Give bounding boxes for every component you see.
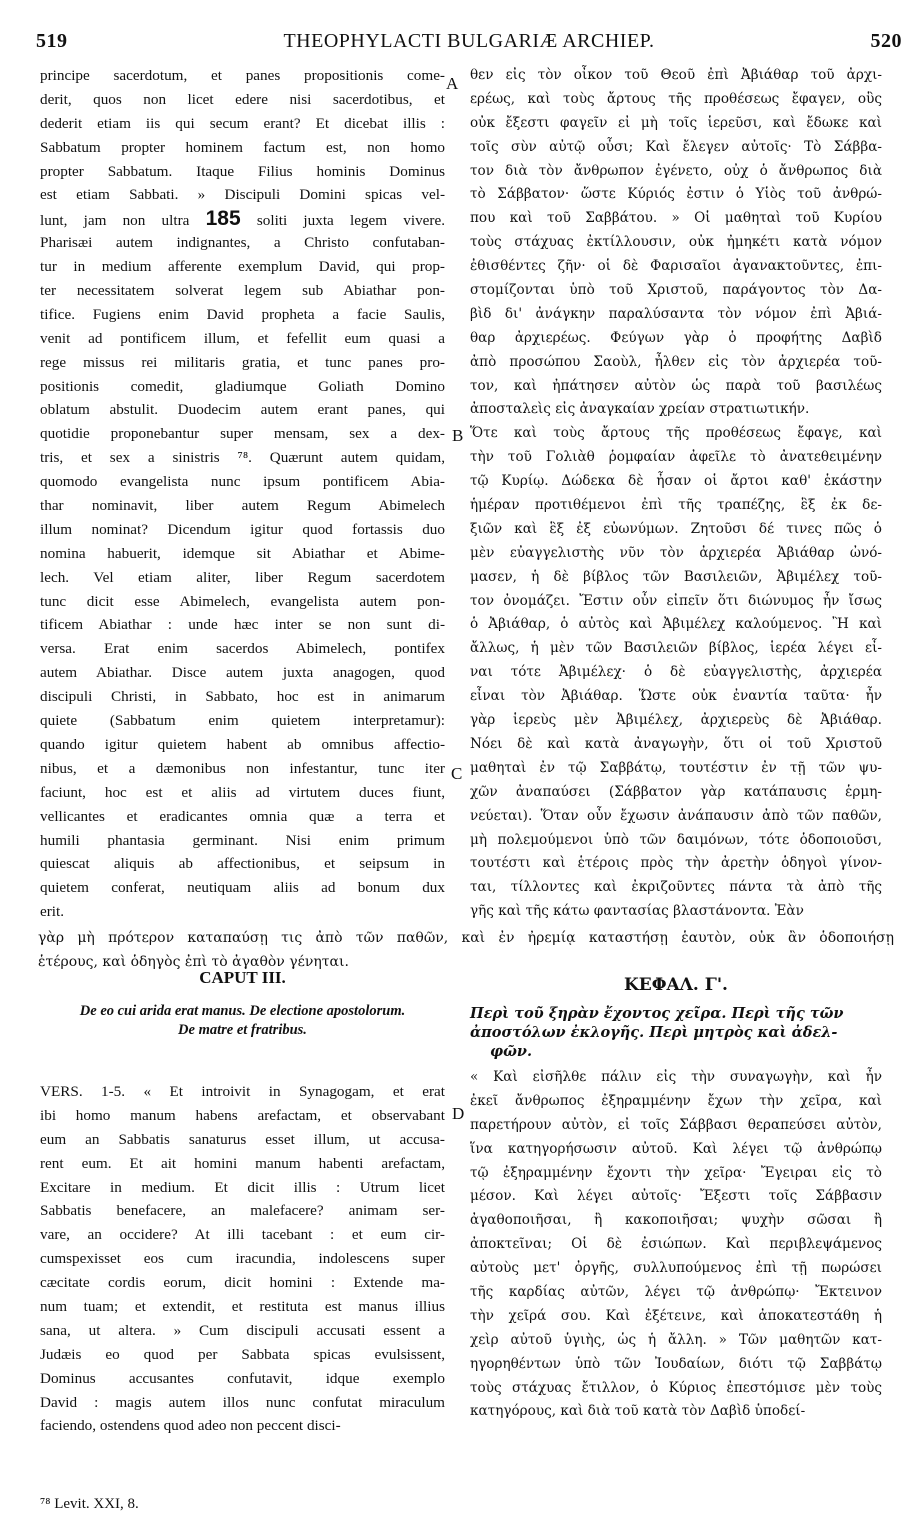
text-line: sana, ut altera. » Cum discipuli accusati essent a (40, 1321, 445, 1339)
text-line: rent eum. Et ait homini manum habenti arefactam, (40, 1154, 445, 1172)
text-line: μασεν, ἡ δὲ βίβλος τῶν Βασιλειῶν, Ἀβιμέλεχ τοῦ- (470, 568, 882, 585)
margin-marker-b: B (452, 426, 464, 445)
text-line: humili phantasia germinant. Nisi enim primum (40, 831, 445, 849)
text-line: ναι τότε Ἀβιμέλεχ· ὁ δὲ εὐαγγελιστὴς, ἀρχιερέα (470, 664, 882, 681)
text-line: στομίζονται ὑπὸ τοῦ Χριστοῦ, παράγοντος τὸν Δα- (470, 282, 882, 299)
text-line: Sabbatum propter hominem factum est, non homo (40, 138, 445, 156)
text-line: ηγορηθέντων ὑπὸ τῶν Ἰουδαίων, διότι τῷ Σαββάτῳ (470, 1355, 882, 1372)
text-line: τον ὀνομάζει. Ἔστιν οὖν εἰπεῖν ὅτι διώνυμος ἦν ἴσως (470, 592, 882, 609)
text-line: tris, et sex a sinistris ⁷⁸. Quærunt autem quidam, (40, 449, 445, 467)
text-line: thar nominavit, liber autem Regum Abimelech (40, 497, 445, 515)
text-line: οὐκ ἔξεστι φαγεῖν εἰ μὴ τοῖς ἱερεῦσι, καὶ ἔδωκε καὶ (470, 114, 882, 131)
text-line: Excitare in medium. Et dicit illis : Utrum licet (40, 1178, 445, 1196)
margin-marker-c: C (451, 764, 463, 783)
text-line: quando igitur quietem habent ab omnibus affectio- (40, 735, 445, 753)
greek-column-lower (470, 1066, 882, 1424)
text-line: num tuam; et extendit, et restituta est manus illius (40, 1298, 445, 1316)
text-line: est etiam Sabbati. » Discipuli Domini spicas vel- (40, 186, 445, 204)
text-line: ται, τίλλοντες καὶ ἐκριζοῦντες πάντα τὰ ἀπὸ τῆς (470, 879, 882, 896)
text-line: τῷ ἐξηραμμένην ἔχοντι τὴν χεῖρα· Ἔγειραι εἰς τὸ (470, 1164, 882, 1181)
text-line: ibi homo manum habens arefactam, et observabant (40, 1106, 445, 1124)
text-line: faciendo, ostendens quod adeo non peccent disci- (40, 1417, 341, 1435)
running-title: THEOPHYLACTI BULGARIÆ ARCHIEP. (283, 30, 655, 52)
latin-column-lower (40, 1080, 445, 1438)
text-line: quiescat aliquis ab affectionibus, et seipsum in (40, 855, 445, 873)
text-line: τον, καὶ ἠπάτησεν αὐτὸν ὡς παρὰ τοῦ βασιλέως (470, 377, 882, 394)
subtitle-latin-line: De matre et fratribus. (178, 1022, 307, 1038)
text-line: τὸ Σάββατον· ὥστε Κύριός ἐστιν ὁ Υἱὸς τοῦ ἀνθρώ- (470, 186, 882, 203)
text-line: versa. Erat enim sacerdos Abimelech, pontifex (40, 640, 445, 658)
text-line: τὴν τοῦ Γολιὰθ ῥομφαίαν ἀφεῖλε τὸ ἀνατεθειμένην (470, 449, 882, 466)
text-line: τοὺς στάχυας ἐκτίλλουσιν, οὐκ ἠμηκέτι κατὰ νόμον (470, 234, 882, 251)
greek-column-upper (470, 64, 882, 924)
text-line: David : magis autem illos nunc confutat miraculum (40, 1393, 445, 1411)
text-line: positionis comedit, gladiumque Goliath Domino (40, 377, 445, 395)
text-line: faciunt, hoc est et aliis ad virtutem duces fiunt, (40, 783, 445, 801)
text-line: αὐτοὺς μετ' ὀργῆς, συλλυπούμενος ἐπὶ τῇ πωρώσει (470, 1260, 882, 1277)
text-line: ἀπὸ προσώπου Σαοὺλ, ἦλθεν εἰς τὸν ἀρχιερέα τοῦ- (470, 353, 882, 370)
text-line: ἐθισθέντες ζῆν· οἱ δὲ Φαρισαῖοι ἀγανακτοῦντες, ἐπι- (470, 258, 882, 275)
text-line: ἀποσταλεὶς εἰς ἀναγκαίαν χρείαν στρατιωτικήν. (470, 401, 810, 418)
text-line: τοὺς στάχυας ἔτιλλον, ὁ Κύριος ἐπεστόμισε μὲν τοὺς (470, 1379, 882, 1396)
text-line: ἐκεῖ ἄνθρωπος ἐξηραμμένην ἔχων τὴν χεῖρα, καὶ (470, 1092, 882, 1109)
text-line: Judæis eo quod per Sabbata spicas evulsissent, (40, 1345, 445, 1363)
text-line: Dominus accusantes confutavit, idque exemplo (40, 1369, 445, 1387)
text-line: γῆς καὶ τῆς κάτω φαντασίας βλαστάνοντα. Ἐὰν (470, 903, 804, 920)
text-line: tunc dicit esse Abimelech, evangelista autem pon- (40, 592, 445, 610)
margin-marker-a: A (446, 74, 459, 93)
text-line: ἵνα κατηγορήσωσιν αὐτοῦ. Καὶ λέγει τῷ ἀνθρώπῳ (470, 1140, 882, 1157)
text-line: nibus, et a dæmonibus non infestantur, tunc iter (40, 759, 445, 777)
subtitle-greek-line: Περὶ τοῦ ξηρὰν ἔχοντος χεῖρα. Περὶ τῆς τῶν (470, 1005, 844, 1022)
text-line: παρετήρουν αὐτὸν, εἰ τοῖς Σάββασι θεραπεύσει αὐτὸν, (470, 1116, 882, 1133)
text-line: illum nominat? Dicendum igitur quod fortassis duo (40, 520, 445, 538)
text-line: τὴν χεῖρά σου. Καὶ ἐξέτεινε, καὶ ἀποκατεστάθη ἡ (470, 1307, 882, 1324)
text-line: vellicantes et eradicantes omnia quæ a terra et (40, 807, 445, 825)
text-line: νεύεται). Ὅταν οὖν ἔχωσιν ἀνάπαυσιν ἀπὸ τῶν παθῶν, (470, 807, 882, 824)
text-line: τῷ Κυρίῳ. Δώδεκα δὲ ἦσαν οἱ ἄρτοι καθ' ἑκάστην (470, 473, 882, 490)
text-line: ξιῶν καὶ ἓξ ἐξ εὐωνύμων. Ζητοῦσι δέ τινες πῶς ὁ (470, 520, 882, 537)
text-line: derit, quos non licet edere nisi sacerdotibus, et (40, 90, 445, 108)
text-line: tifice. Fugiens enim David propheta a facie Saulis, (40, 305, 445, 323)
text-line: τουτέστι καὶ ἑτέροις πρὸς τὴν ἀρετὴν ὁδηγοὶ γίνον- (470, 855, 882, 872)
text-line: eum an Sabbatis sanaturus esset illum, ut accusa- (40, 1130, 445, 1148)
text-line: ὁ Ἀβιάθαρ, ὁ αὐτὸς καὶ Ἀβιμέλεχ καλούμενος. Ἢ καὶ (470, 616, 882, 633)
text-line: ἄλλως, ἡ μὲν τῶν Βασιλειῶν βίβλος, ἱερέα λέγει εἶ- (470, 640, 882, 657)
text-line: ερέως, καὶ τοὺς ἄρτους τῆς προθέσεως ἔφαγεν, οὓς (470, 90, 882, 107)
column-number: 185 (205, 207, 241, 231)
text-line: Νόει δὲ καὶ κατὰ ἀναγωγὴν, ὅτι οἱ τοῦ Χριστοῦ (470, 735, 882, 752)
text-line: που καὶ τοῦ Σαββάτου. » Οἱ μαθηταὶ τοῦ Κυρίου (470, 210, 882, 227)
text-line: quotidie proponebantur super mensam, sex a dex- (40, 425, 445, 443)
text-line: μὲν εὐαγγελιστὴς νῦν τὸν ἀρχιερέα Ἀβιάθαρ ὠνό- (470, 544, 882, 561)
text-line: nomina habuerit, idemque sit Abiathar et Abime- (40, 544, 445, 562)
text-line: discipuli Christi, in Sabbato, hoc est in animarum (40, 688, 445, 706)
text-line: tificem Abiathar : unde hæc inter se non sunt di- (40, 616, 445, 634)
text-line: Pharisæi autem indignantes, a Christo confutaban- (40, 234, 445, 252)
text-line: τοῖς σὺν αὐτῷ οὖσι; Καὶ ἔλεγεν αὐτοῖς· Τὸ Σάββα- (470, 138, 882, 155)
text-line: « Καὶ εἰσῆλθε πάλιν εἰς τὴν συναγωγὴν, καὶ ἦν (470, 1069, 882, 1085)
text-line: κατηγόρους, καὶ διὰ τοῦ κατὰ τὸν Δαβὶδ ὑποδεί- (470, 1403, 806, 1420)
subtitle-greek-line: φῶν. (490, 1043, 533, 1060)
text-line: τῆς καρδίας αὐτῶν, λέγει τῷ ἀνθρώπῳ· Ἔκτεινον (470, 1284, 882, 1301)
text-fragment: lunt, jam non ultra (40, 212, 190, 230)
subtitle-greek-line: ἀποστόλων ἐκλογῆς. Περὶ μητρὸς καὶ ἀδελ- (470, 1024, 838, 1041)
text-line: principe sacerdotum, et panes propositionis come- (40, 67, 445, 84)
text-line: χεὶρ αὐτοῦ ὑγιὴς, ὡς ἡ ἄλλη. » Τῶν μαθητῶν κατ- (470, 1331, 882, 1348)
text-line (40, 207, 445, 231)
text-line: τον διὰ τὸν ἄνθρωπον ἐγένετο, οὐχ ὁ ἄνθρωπος διὰ (470, 162, 882, 179)
text-line: μέσον. Καὶ λέγει αὐτοῖς· Ἔξεστι τοῖς Σάββασιν (470, 1188, 882, 1205)
text-line: βὶδ δι' ἀνάγκην παραλύσαντα τὸν νόμον ἐπὶ Ἀβιά- (470, 305, 882, 322)
chapter-heading-greek: ΚΕΦΑΛ. Γ'. (624, 975, 728, 995)
text-line: erit. (40, 903, 65, 921)
text-line: ἡμέραν προτιθέμενοι ἐπὶ τῆς τραπέζης, ἓξ ἐκ δε- (470, 497, 882, 514)
text-line: εἶναι τὸν Ἀβιάθαρ. Ὥστε οὐκ ἐναντία ταῦτα· ἦν (470, 688, 882, 705)
text-line: Sabbatis benefacere, an malefacere? animam ser- (40, 1202, 445, 1220)
text-line: μὴ πολεμούμενοι ὑπὸ τῶν δαιμόνων, τότε ὁδοποιοῦσι, (470, 831, 882, 848)
text-line: γὰρ μὴ πρότερον καταπαύσῃ τις ἀπὸ τῶν παθῶν, καὶ ἐν ἠρεμίᾳ καταστήσῃ ἑαυτὸν, οὐκ ἂν ὁδοποιήσῃ (38, 930, 894, 946)
chapter-subtitle-greek (470, 1004, 882, 1061)
text-line: VERS. 1-5. « Et introivit in Synagogam, et erat (40, 1083, 445, 1100)
text-line: lech. Vel etiam aliter, liber Regum sacerdotem (40, 568, 445, 586)
footnote: ⁷⁸ Levit. XXI, 8. (40, 1496, 139, 1512)
text-line: Ὅτε καὶ τοὺς ἄρτους τῆς προθέσεως ἔφαγε, καὶ (470, 425, 882, 442)
text-line: γὰρ ἱερεὺς μὲν Ἀβιμέλεχ, ἀρχιερεὺς δὲ Ἀβιάθαρ. (470, 712, 882, 729)
page-number-left: 519 (36, 30, 68, 52)
text-line: quietem conferat, neutiquam aliis ad bonum dux (40, 879, 445, 897)
text-line: quomodo evangelista nunc ipsum pontificem Abia- (40, 473, 445, 491)
latin-column-upper (40, 64, 445, 924)
text-line: θαρ ἀρχιερέως. Φεύγων γὰρ ὁ προφήτης Δαβὶδ (470, 329, 882, 346)
text-line: rege missus rei militaris gratia, et tunc panes pro- (40, 353, 445, 371)
text-line: oblatum abstulit. Duodecim autem erant panes, qui (40, 401, 445, 419)
text-line: quiete (Sabbatum enim quietem interpretamur): (40, 712, 445, 730)
page-number-right: 520 (870, 30, 902, 52)
text-line: propter Sabbatum. Itaque Filius hominis Dominus (40, 162, 445, 180)
text-line: θεν εἰς τὸν οἶκον τοῦ Θεοῦ ἐπὶ Ἀβιάθαρ τοῦ ἀρχι- (470, 67, 882, 83)
text-line: vare, an occidere? At illi tacebant : et eum cir- (40, 1226, 445, 1244)
text-line: autem Abiathar. Disce autem juxta anagogen, quod (40, 664, 445, 682)
running-header (36, 30, 902, 58)
text-line: venit ad pontificem illum, et fefellit eum quasi a (40, 329, 445, 347)
text-line: cumspexisset eos cum iracundia, indolescens super (40, 1250, 445, 1268)
text-line: ἀγαθοποιῆσαι, ἢ κακοποιῆσαι; ψυχὴν σῶσαι ἢ (470, 1212, 882, 1229)
margin-marker-d: D (452, 1104, 465, 1123)
text-line: χῶν ἀναπαύσει (Σάββατον γὰρ κατάπαυσις ἑρμη- (470, 783, 882, 800)
text-fragment: soliti juxta legem vivere. (256, 212, 445, 230)
chapter-subtitle-latin (40, 1002, 445, 1040)
subtitle-latin-line: De eo cui arida erat manus. De electione apostolorum. (79, 1003, 406, 1019)
text-line: μαθηταὶ ἐν τῷ Σαββάτῳ, τουτέστιν ἐν τῇ τῶν ψυ- (470, 759, 882, 776)
text-line: ter necessitatem solverat legem sub Abiathar pon- (40, 282, 445, 300)
text-line: ἀποκτεῖναι; Οἱ δὲ ἐσιώπων. Καὶ περιβλεψάμενος (470, 1236, 882, 1253)
text-line: dederit etiam iis qui secum erant? Et dicebat illis : (40, 114, 445, 132)
chapter-heading-latin: CAPUT III. (199, 968, 286, 987)
text-line: ἑτέρους, καὶ ὁδηγὸς ἐπὶ τὸ ἀγαθὸν γένηται. (38, 953, 349, 970)
text-line: cæcitate cordis eorum, dicit homini : Extende ma- (40, 1274, 445, 1292)
text-line: tur in medium afferente exemplum David, qui prop- (40, 258, 445, 276)
